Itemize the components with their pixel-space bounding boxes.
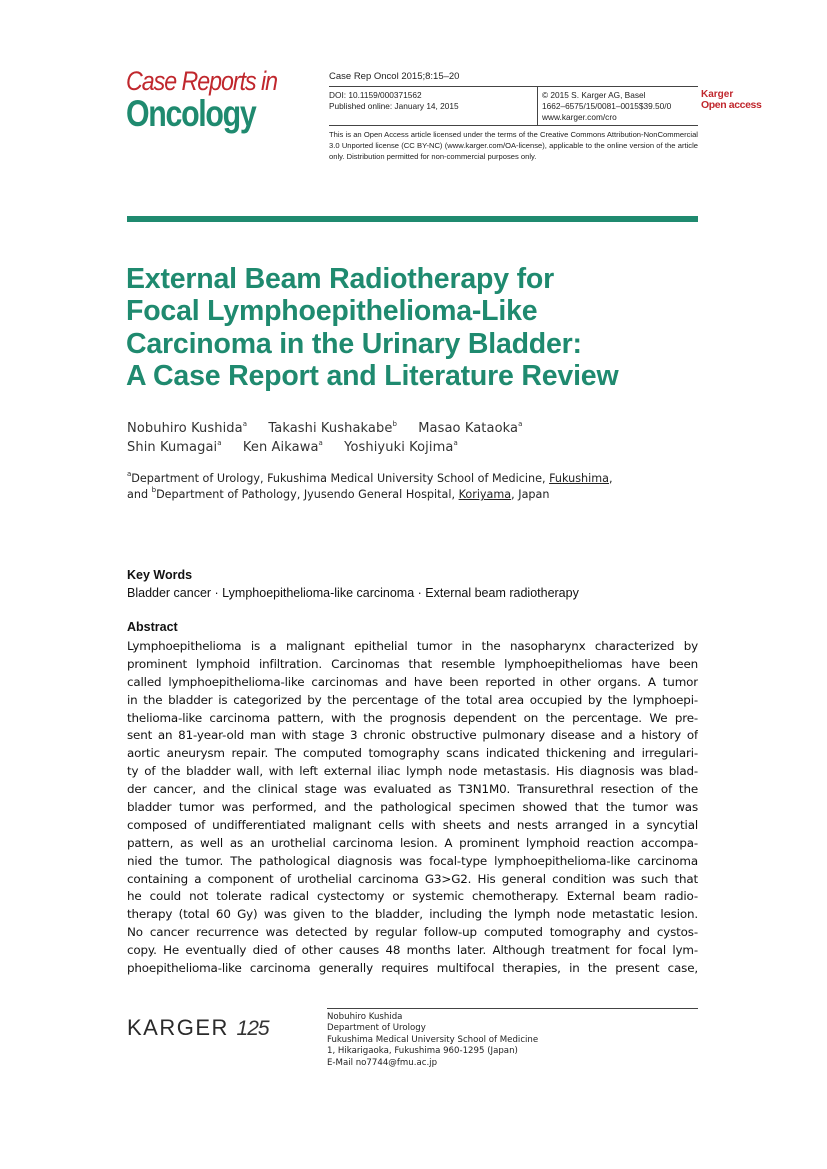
abstract-line: Lymphoepithelioma is a malignant epithelial tumor in the nasopharynx characterized by: [127, 639, 698, 653]
copyright-block: [542, 90, 671, 123]
abstract-line: bladder tumor was performed, and the pathological specimen showed that the tumor was: [127, 800, 698, 815]
author: Takashi Kushakabe$^b$: [268, 420, 397, 436]
abstract-line: containing a component of urothelial carcinoma G3>G2. His general condition was such that: [127, 871, 698, 886]
article-title: [126, 263, 726, 392]
citation: Case Rep Oncol 2015;8:15–20: [329, 71, 460, 82]
title-line: Focal Lymphoepithelioma-Like: [126, 295, 538, 328]
affiliation-mark: a: [242, 420, 248, 428]
karger-open-access-logo: [701, 90, 773, 110]
abstract-line: phoepithelioma-like carcinoma generally requires multifocal therapies, in the present case,: [127, 961, 698, 976]
author: Yoshiyuki Kojima$^a$: [344, 439, 458, 455]
author: Nobuhiro Kushida$^a$: [127, 420, 248, 436]
copyright: © 2015 S. Karger AG, Basel: [542, 90, 646, 100]
author: Shin Kumagai$^a$: [127, 439, 222, 455]
affiliation-mark: a: [518, 420, 523, 428]
correspondence-address: [327, 1012, 538, 1069]
open-access-logo-text: Open access: [701, 99, 762, 111]
correspondence-line: 1, Hikarigaoka, Fukushima 960-1295 (Japan): [327, 1046, 518, 1057]
correspondence-line: Department of Urology: [327, 1023, 426, 1034]
affiliation-city-link[interactable]: Fukushima: [549, 472, 609, 485]
title-line: External Beam Radiotherapy for: [126, 263, 554, 295]
author: Ken Aikawa$^a$: [242, 439, 323, 455]
affiliation-mark: b: [392, 420, 397, 428]
email-link[interactable]: E-Mail no7744@fmu.ac.jp: [327, 1057, 438, 1068]
affiliation-mark: a: [217, 439, 222, 447]
publisher-name: KARGER: [127, 1015, 229, 1040]
abstract-line: called lymphoepithelioma-like carcinomas and have been reported in other organs. A tumor: [127, 674, 698, 689]
abstract-line: composed of undifferentiated malignant cells with sheets and nests arranged in a syncytial: [127, 817, 698, 832]
journal-logo: [126, 66, 306, 132]
issn: 1662–6575/15/0081–0015$39.50/0: [542, 101, 672, 111]
affiliation-b: and $^b$Department of Pathology, Jyusendo General Hospital, Koriyama, Japan: [127, 486, 550, 501]
doi[interactable]: DOI: 10.1159/000371562: [329, 90, 422, 100]
title-divider-bar: [127, 216, 698, 222]
anniversary-number: 125: [236, 1017, 269, 1040]
footer-rule: [327, 1008, 698, 1009]
journal-website-link[interactable]: www.karger.com/cro: [542, 112, 617, 122]
title-line: Carcinoma in the Urinary Bladder:: [126, 327, 582, 360]
karger-logo-text: Karger: [701, 89, 734, 100]
doi-block: [329, 90, 459, 112]
published-date: Published online: January 14, 2015: [329, 101, 459, 111]
correspondence-line: Nobuhiro Kushida: [327, 1012, 403, 1022]
abstract-line: thelioma-like carcinoma pattern, with the prognosis dependent on the percentage. We pre-: [127, 710, 698, 725]
title-line: A Case Report and Literature Review: [126, 359, 619, 392]
header-rule-top: [329, 86, 698, 87]
abstract-line: he could not tolerate radical cystectomy or systemic chemotherapy. External beam radio-: [127, 889, 698, 904]
affiliation-a: $^a$Department of Urology, Fukushima Medical University School of Medicine, Fukushima,: [127, 470, 613, 485]
affiliation-city-link[interactable]: Koriyama: [458, 488, 512, 501]
author: Masao Kataoka$^a$: [418, 420, 523, 436]
abstract-line: aortic aneurysm repair. The computed tomography scans indicated thickening and irregulari-: [127, 746, 698, 761]
abstract-heading: Abstract: [127, 620, 178, 634]
header-rule-vertical: [537, 86, 538, 125]
abstract-line: nied the tumor. The pathological diagnosis was focal-type lymphoepithelioma-like carcinoma: [127, 853, 698, 868]
author-list: [127, 421, 539, 436]
abstract-line: No cancer recurrence was detected by regular follow-up computed tomography and cystos-: [127, 925, 698, 940]
abstract-line: pattern, as well as an urothelial carcinoma lesion. A prominent lymphoid reaction accompa-: [127, 835, 698, 850]
abstract-line: prominent lymphoid infiltration. Carcinomas that resemble lymphoepitheliomas have been: [127, 656, 698, 671]
author-list: [127, 440, 475, 455]
affiliation-mark: a: [318, 439, 323, 447]
affiliation-mark: a: [453, 439, 458, 447]
journal-name-line1: Case Reports in: [126, 66, 278, 96]
journal-name-line2: Oncology: [126, 93, 256, 134]
abstract-body: [127, 638, 698, 978]
keywords-text: Bladder cancer · Lymphoepithelioma-like carcinoma · External beam radiotherapy: [127, 586, 579, 600]
header-rule-bottom: [329, 125, 698, 126]
abstract-line: sent an 81-year-old man with stage 3 chronic obstructive pulmonary disease and a history of: [127, 728, 698, 743]
abstract-line: ty of the bladder wall, with left external iliac lymph node metastasis. His diagnosis was blad-: [127, 764, 698, 779]
correspondence-line: Fukushima Medical University School of Medicine: [327, 1034, 539, 1045]
keywords-heading: Key Words: [127, 568, 193, 582]
abstract-line: copy. He eventually died of other causes 48 months later. Although treatment for focal lym-: [127, 943, 698, 958]
abstract-line: therapy (total 60 Gy) was given to the bladder, including the lymph node metastatic lesion.: [127, 907, 698, 922]
karger-125-logo: [127, 1015, 269, 1041]
license-notice: This is an Open Access article licensed under the terms of the Creative Commons Attribution-NonCommercial 3.0 Unported license (CC BY-NC) (www.karger.com/OA-license), applicable to the online version of the article only. Distribution permitted for non-commercial purposes only.: [329, 130, 698, 161]
abstract-line: in the bladder is categorized by the percentage of the total area occupied by the lymphoepi-: [127, 692, 698, 707]
abstract-line: der cancer, and the clinical stage was evaluated as T3N1M0. Transurethral resection of the: [127, 782, 698, 797]
